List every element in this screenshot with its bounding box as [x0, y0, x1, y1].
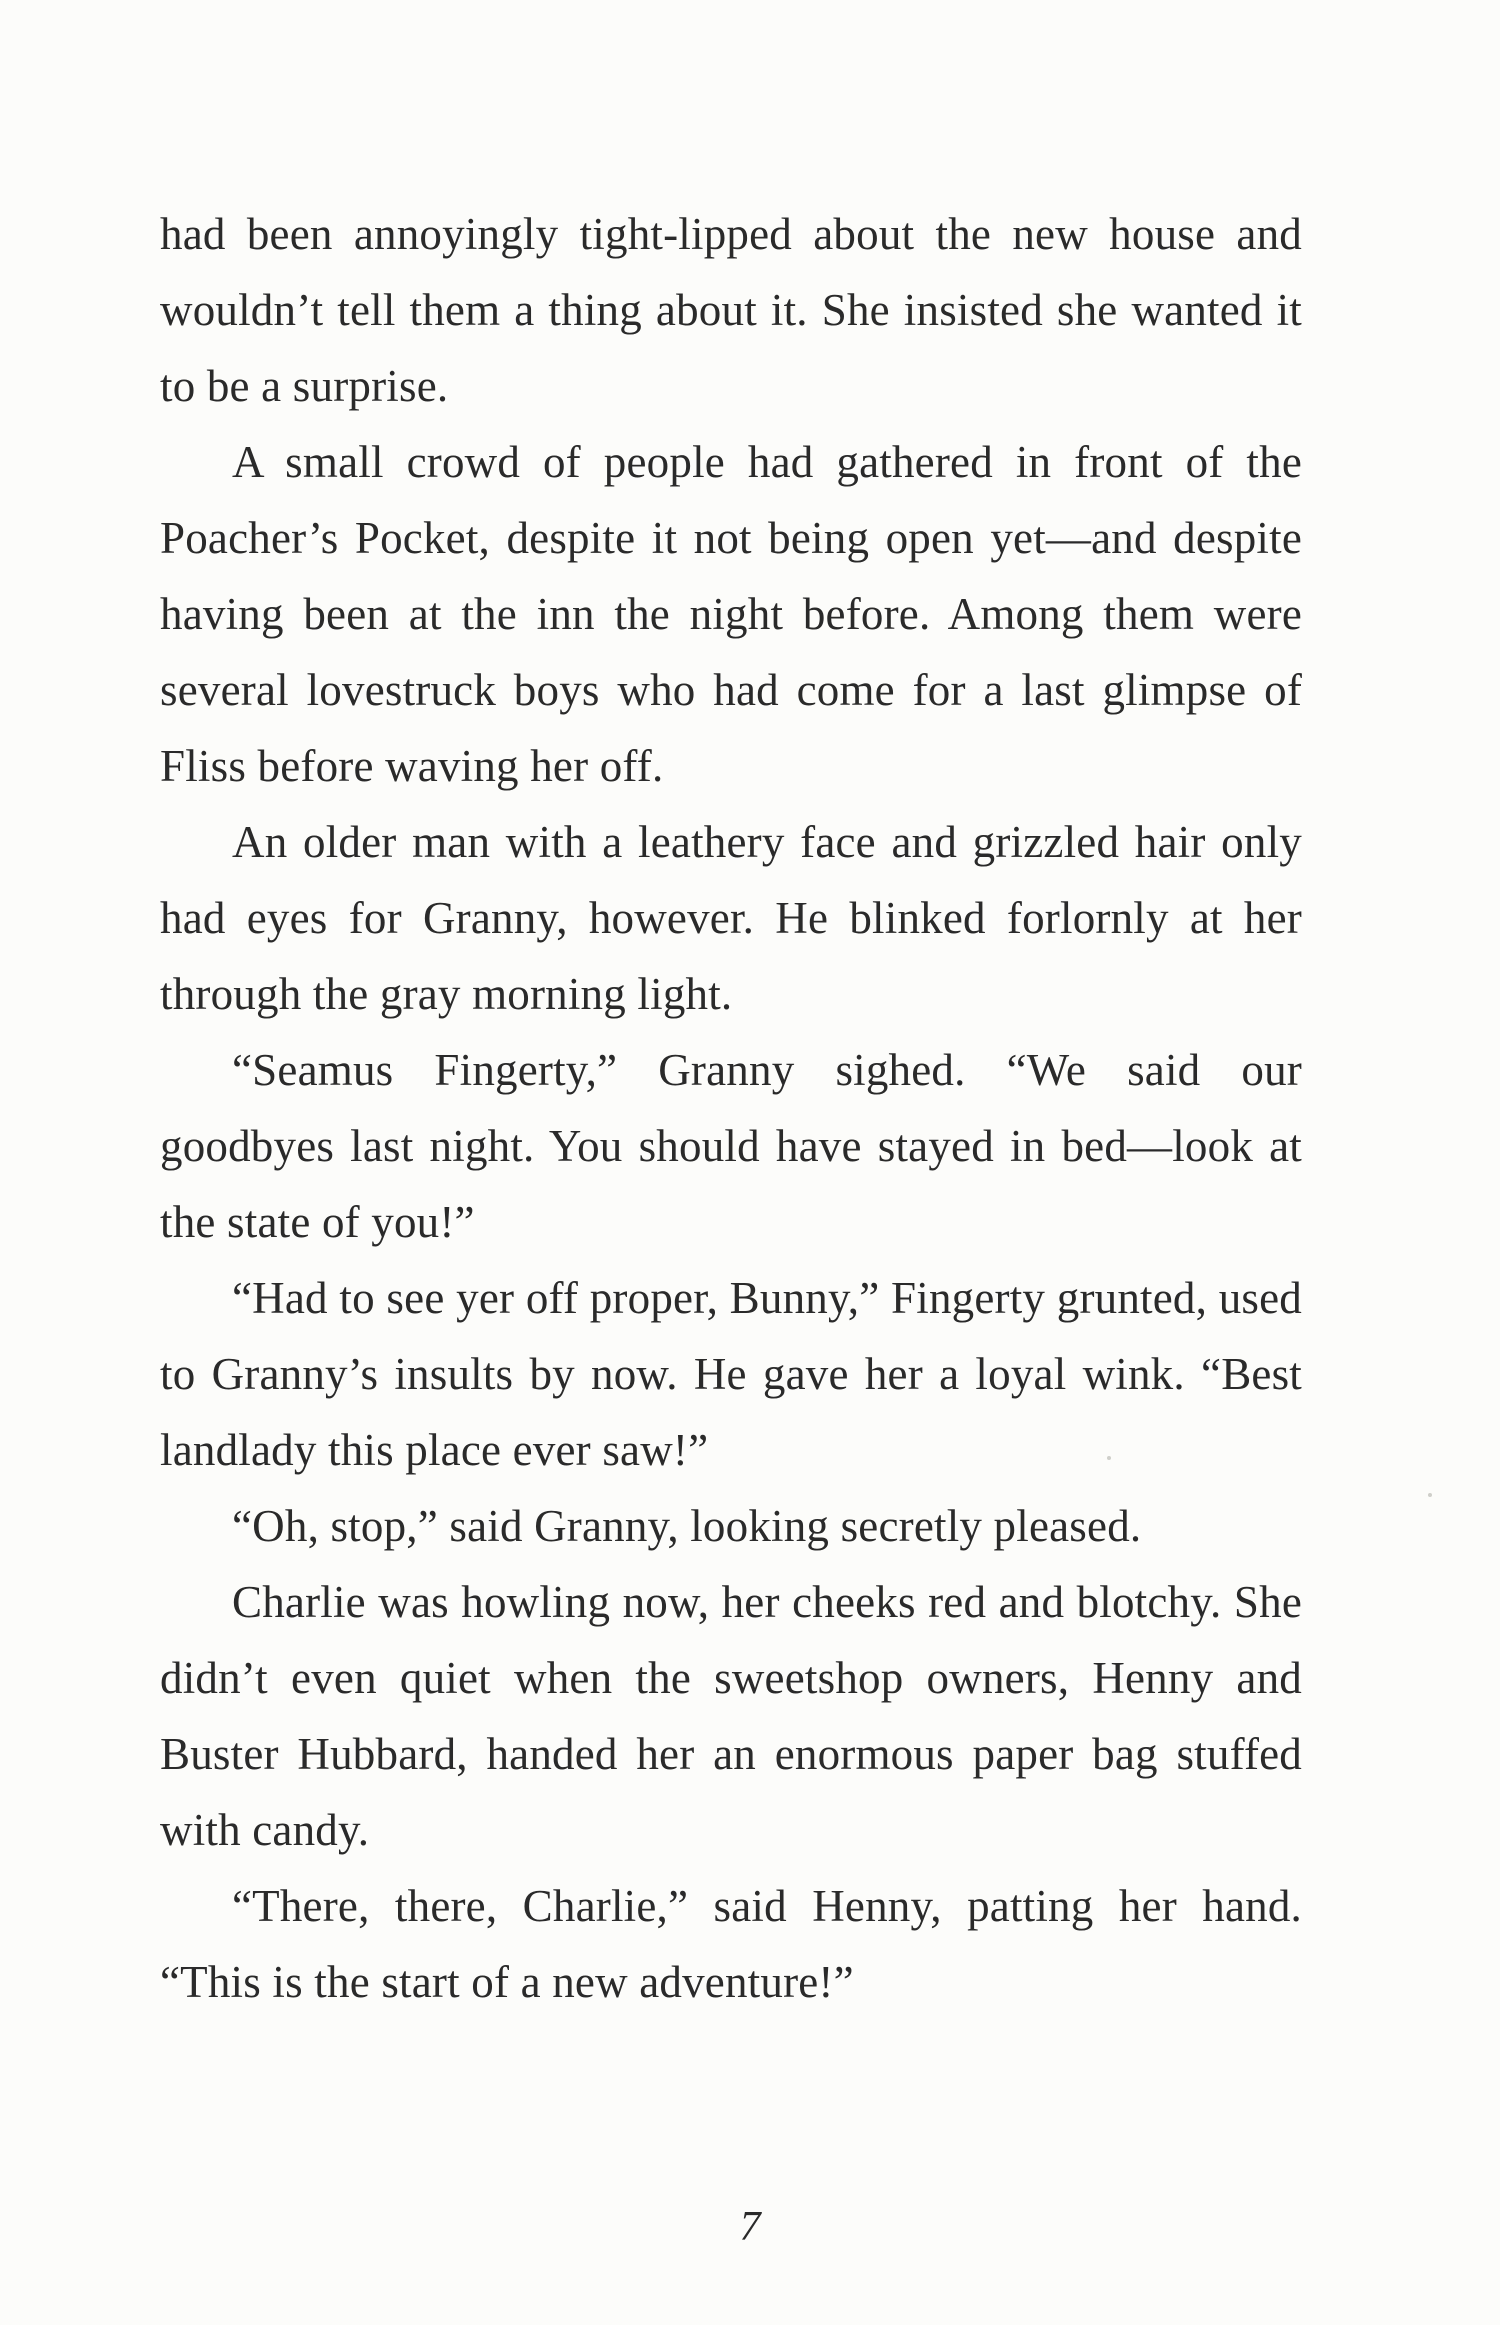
- paragraph-7: Charlie was howling now, her cheeks red and blotchy. She didn’t even quiet when the sweetshop owners, Henny and Buster Hubbard, handed her an enormous paper bag stuffed with candy.: [160, 1577, 1302, 1855]
- page-number: 7: [739, 2204, 761, 2250]
- paper-speck: [1107, 1456, 1111, 1460]
- paragraph-1: had been annoyingly tight-lipped about the new house and wouldn’t tell them a thing about it. She insisted she wanted it to be a surprise.: [160, 209, 1302, 411]
- paper-speck: [1428, 1493, 1432, 1497]
- paragraph-8: “There, there, Charlie,” said Henny, patting her hand. “This is the start of a new adventure!”: [160, 1881, 1302, 2007]
- paragraph-2: A small crowd of people had gathered in front of the Poacher’s Pocket, despite it not being open yet—and despite having been at the inn the night before. Among them were several lovestruck boys who had come for a last glimpse of Fliss before waving her off.: [160, 437, 1302, 791]
- paragraph-3: An older man with a leathery face and grizzled hair only had eyes for Granny, however. He blinked forlornly at her through the gray morning light.: [160, 817, 1302, 1019]
- paragraph-4: “Seamus Fingerty,” Granny sighed. “We said our goodbyes last night. You should have stayed in bed—look at the state of you!”: [160, 1045, 1302, 1247]
- body-text: [160, 196, 1302, 2020]
- paragraph-5: “Had to see yer off proper, Bunny,” Fingerty grunted, used to Granny’s insults by now. He gave her a loyal wink. “Best landlady this place ever saw!”: [160, 1273, 1302, 1475]
- paragraph-6: “Oh, stop,” said Granny, looking secretly pleased.: [232, 1501, 1142, 1551]
